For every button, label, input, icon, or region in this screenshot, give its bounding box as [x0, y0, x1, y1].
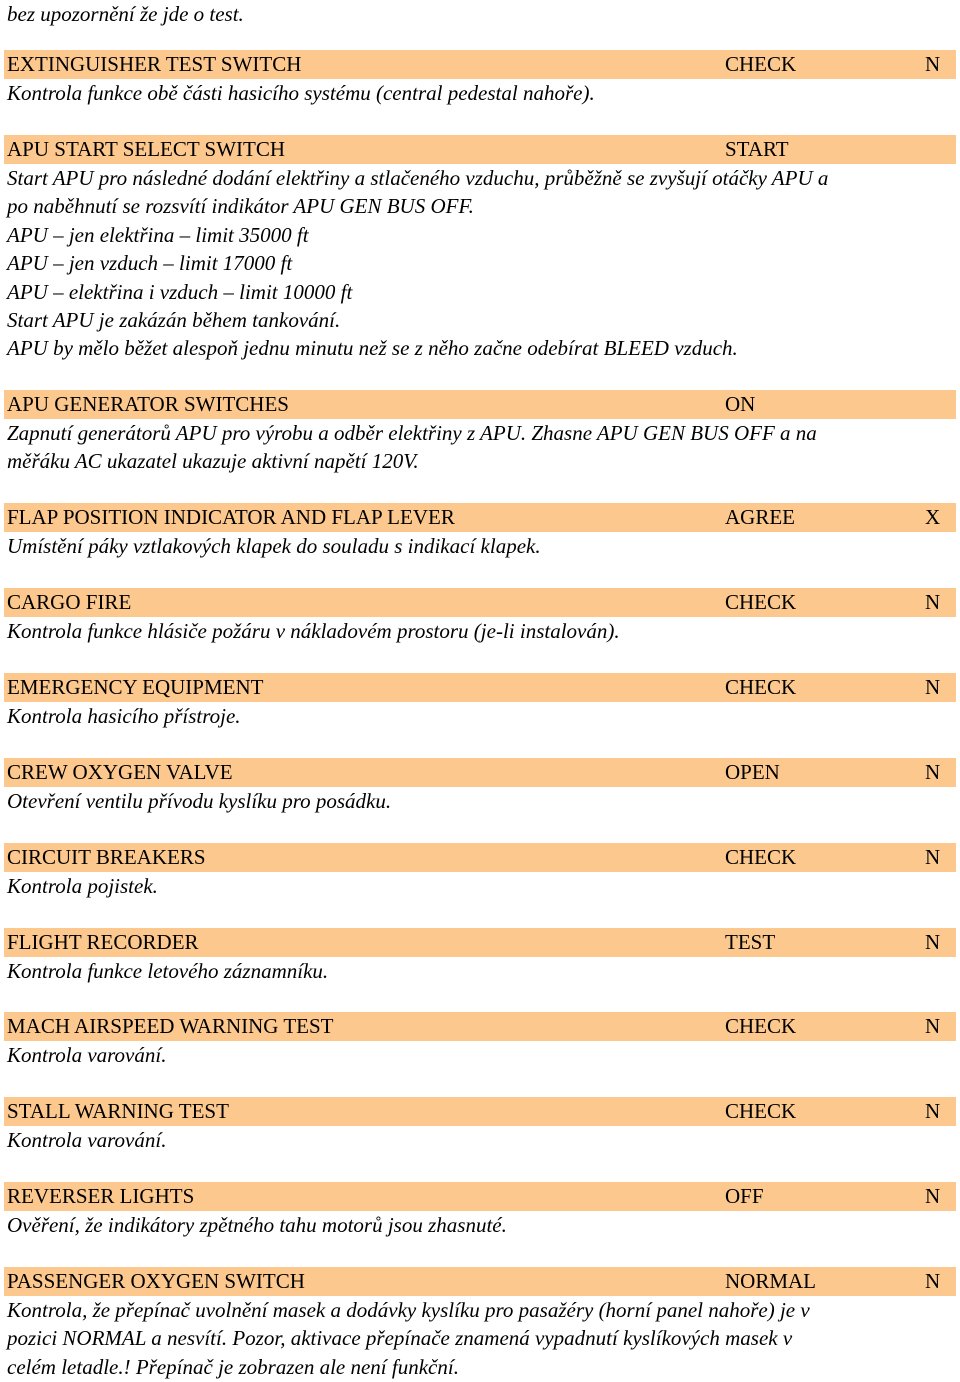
description-line: Kontrola pojistek.	[7, 874, 158, 898]
item-description	[7, 1296, 957, 1381]
item-header	[4, 50, 956, 79]
item-description	[7, 872, 957, 900]
item-header	[4, 843, 956, 872]
description-line: pozici NORMAL a nesvítí. Pozor, aktivace přepínače znamená vypadnutí kyslíkových masek v	[7, 1326, 793, 1351]
description-line: Kontrola funkce obě části hasicího systému (central pedestal nahoře).	[7, 81, 595, 105]
checklist-item	[0, 135, 960, 363]
item-code: N	[925, 930, 941, 954]
description-line: Start APU je zakázán během tankování.	[7, 308, 341, 333]
item-header	[4, 1267, 956, 1296]
item-code: N	[925, 590, 941, 614]
item-name: REVERSER LIGHTS	[7, 1184, 195, 1208]
description-line: Start APU pro následné dodání elektřiny a stlačeného vzduchu, průběžně se zvyšují otáčky APU a	[7, 166, 829, 190]
checklist-item	[0, 928, 960, 985]
checklist-item	[0, 588, 960, 645]
item-name: CIRCUIT BREAKERS	[7, 845, 206, 869]
description-line: Otevření ventilu přívodu kyslíku pro posádku.	[7, 789, 392, 813]
item-header	[4, 588, 956, 617]
item-name: FLIGHT RECORDER	[7, 930, 199, 954]
item-code: N	[925, 760, 941, 784]
checklist-item	[0, 673, 960, 730]
description-line: Kontrola hasicího přístroje.	[7, 704, 241, 728]
item-code: X	[925, 505, 941, 529]
checklist-item	[0, 1267, 960, 1381]
description-line: APU by mělo běžet alespoň jednu minutu než se z něho začne odebírat BLEED vzduch.	[7, 336, 738, 361]
description-line: celém letadle.! Přepínač je zobrazen ale není funkční.	[7, 1354, 459, 1379]
item-description	[7, 787, 957, 815]
description-line: Kontrola, že přepínač uvolnění masek a dodávky kyslíku pro pasažéry (horní panel nahoře) je v	[7, 1298, 810, 1322]
description-line: APU – jen vzduch – limit 17000 ft	[7, 251, 293, 276]
checklist-item	[0, 1182, 960, 1239]
description-line: Ověření, že indikátory zpětného tahu motorů jsou zhasnuté.	[7, 1213, 507, 1237]
item-value: OFF	[725, 1184, 764, 1208]
description-line: Kontrola varování.	[7, 1043, 167, 1067]
item-header	[4, 135, 956, 164]
item-value: CHECK	[725, 1014, 797, 1038]
item-value: CHECK	[725, 1099, 797, 1123]
item-name: CARGO FIRE	[7, 590, 132, 614]
checklist-item	[0, 50, 960, 107]
item-name: MACH AIRSPEED WARNING TEST	[7, 1014, 334, 1038]
item-name: APU GENERATOR SWITCHES	[7, 392, 289, 416]
item-name: CREW OXYGEN VALVE	[7, 760, 233, 784]
item-value: CHECK	[725, 52, 797, 76]
checklist-item	[0, 390, 960, 476]
item-header	[4, 390, 956, 419]
checklist-item	[0, 1097, 960, 1154]
item-header	[4, 1182, 956, 1211]
item-description	[7, 79, 957, 107]
intro-text: bez upozornění že jde o test.	[7, 2, 244, 26]
item-code: N	[925, 1269, 941, 1293]
item-description	[7, 957, 957, 985]
item-value: NORMAL	[725, 1269, 817, 1293]
checklist-item	[0, 843, 960, 900]
item-code: N	[925, 845, 941, 869]
description-line: APU – jen elektřina – limit 35000 ft	[7, 222, 309, 247]
item-description	[7, 1211, 957, 1239]
item-code: N	[925, 1014, 941, 1038]
description-line: Kontrola funkce hlásiče požáru v nákladovém prostoru (je-li instalován).	[7, 619, 620, 643]
item-header	[4, 1097, 956, 1126]
item-header	[4, 673, 956, 702]
item-description	[7, 419, 957, 476]
description-line: měřáku AC ukazatel ukazuje aktivní napětí 120V.	[7, 449, 419, 474]
item-value: CHECK	[725, 590, 797, 614]
item-header	[4, 1012, 956, 1041]
checklist-item	[0, 758, 960, 815]
item-value: AGREE	[725, 505, 795, 529]
item-description	[7, 617, 957, 645]
item-header	[4, 758, 956, 787]
item-name: EXTINGUISHER TEST SWITCH	[7, 52, 302, 76]
item-value: START	[725, 137, 789, 161]
item-name: FLAP POSITION INDICATOR AND FLAP LEVER	[7, 505, 455, 529]
description-line: Kontrola funkce letového záznamníku.	[7, 959, 329, 983]
item-code: N	[925, 1099, 941, 1123]
description-line: Zapnutí generátorů APU pro výrobu a odběr elektřiny z APU. Zhasne APU GEN BUS OFF a na	[7, 421, 817, 445]
item-value: ON	[725, 392, 756, 416]
item-description	[7, 532, 957, 560]
description-line: APU – elektřina i vzduch – limit 10000 ft	[7, 279, 353, 304]
description-line: Umístění páky vztlakových klapek do souladu s indikací klapek.	[7, 534, 541, 558]
item-description	[7, 702, 957, 730]
item-description	[7, 1041, 957, 1069]
description-line: po naběhnutí se rozsvítí indikátor APU GEN BUS OFF.	[7, 194, 474, 219]
item-name: EMERGENCY EQUIPMENT	[7, 675, 264, 699]
item-name: STALL WARNING TEST	[7, 1099, 229, 1123]
item-description	[7, 1126, 957, 1154]
item-description	[7, 164, 957, 363]
description-line: Kontrola varování.	[7, 1128, 167, 1152]
item-code: N	[925, 1184, 941, 1208]
item-value: OPEN	[725, 760, 780, 784]
item-name: PASSENGER OXYGEN SWITCH	[7, 1269, 305, 1293]
item-value: TEST	[725, 930, 776, 954]
item-code: N	[925, 52, 941, 76]
checklist-item	[0, 503, 960, 560]
checklist-item	[0, 1012, 960, 1069]
item-header	[4, 928, 956, 957]
item-value: CHECK	[725, 845, 797, 869]
item-value: CHECK	[725, 675, 797, 699]
item-name: APU START SELECT SWITCH	[7, 137, 286, 161]
item-header	[4, 503, 956, 532]
item-code: N	[925, 675, 941, 699]
